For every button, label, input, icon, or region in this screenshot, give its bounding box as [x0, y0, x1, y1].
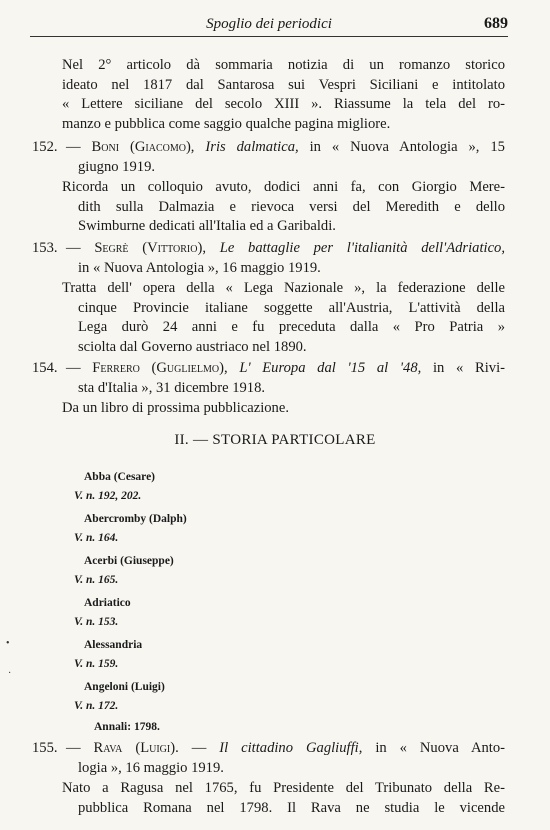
entry-source: in « Nuova Antologia », 15	[309, 139, 505, 155]
entry-heading	[66, 138, 505, 177]
text-line: Nel 2° articolo dà sommaria notizia di un romanzo storico	[62, 57, 505, 73]
entry-heading	[66, 739, 505, 778]
entry-number: 155.	[32, 740, 58, 756]
index-heading: Abba (Cesare)	[84, 471, 156, 483]
entry-heading	[66, 359, 505, 398]
running-header	[30, 14, 508, 37]
running-title: Spoglio dei periodici	[206, 16, 332, 32]
entry-number: 154.	[32, 360, 58, 376]
index-heading: Alessandria	[84, 639, 143, 651]
index-reference: V. n. 165.	[74, 574, 119, 586]
index-reference: V. n. 159.	[74, 658, 119, 670]
text-line: cinque Provincie italiane soggette all'Austria, L'attività della	[78, 299, 505, 316]
index-heading: Acerbi (Giuseppe)	[84, 555, 174, 567]
page-number: 689	[484, 15, 508, 32]
entry-summary	[62, 779, 505, 818]
entry-title: Il cittadino Gagliuffi,	[219, 740, 363, 756]
index-reference: V. n. 172.	[74, 700, 119, 712]
index-heading: Abercromby (Dalph)	[84, 513, 187, 525]
entry-author: — Segrè (Vittorio),	[66, 240, 206, 256]
text-line: dith sulla Dalmazia e rievoca versi del Meredith e dello	[78, 198, 505, 215]
text-line: Tratta dell' opera della « Lega Nazionale », la federazione delle	[62, 280, 505, 296]
entry-title: L' Europa dal '15 al '48,	[239, 360, 422, 376]
text-line: pubblica Romana nel 1798. Il Rava ne studia le vicende	[78, 799, 505, 816]
text-line: Swimburne dedicati all'Italia ed a Garibaldi.	[78, 218, 336, 234]
entry-summary	[62, 279, 505, 357]
index-heading: Annali: 1798.	[94, 721, 160, 733]
text-line: Lega durò 24 anni e fu preceduta dalla « Pro Patria »	[78, 319, 505, 335]
text-line: Da un libro di prossima pubblicazione.	[62, 400, 289, 416]
entry-source: in « Rivi-	[432, 360, 505, 376]
text-line: « Lettere siciliane del secolo XIII ». Riassume la tela del ro-	[62, 96, 505, 112]
entry-author: — Ferrero (Guglielmo),	[66, 360, 228, 376]
index-heading: Adriatico	[84, 597, 131, 609]
entry-date: logia », 16 maggio 1919.	[78, 759, 224, 776]
entry-date: giugno 1919.	[78, 158, 156, 175]
intro-paragraph	[62, 56, 505, 134]
text-line: sciolta dal Governo austriaco nel 1890.	[78, 338, 307, 355]
entry-summary	[62, 178, 505, 237]
entry-number: 152.	[32, 139, 58, 155]
index-heading: Angeloni (Luigi)	[84, 681, 165, 693]
index-reference: V. n. 164.	[74, 532, 119, 544]
entry-heading	[66, 239, 505, 278]
entry-author: — Boni (Giacomo),	[66, 139, 195, 155]
entry-source: in « Nuova Anto-	[375, 740, 505, 756]
entry-date: sta d'Italia », 31 dicembre 1918.	[78, 379, 266, 396]
index-reference: V. n. 153.	[74, 616, 119, 628]
text-line: ideato nel 1817 dal Santarosa sui Vespri Siciliani e intitolato	[62, 76, 505, 93]
margin-mark: ·	[8, 668, 12, 679]
section-title: II. — STORIA PARTICOLARE	[174, 432, 376, 448]
margin-mark: •	[6, 638, 10, 649]
text-line: manzo e pubblica come saggio qualche pagina migliore.	[62, 115, 391, 132]
entry-number: 153.	[32, 240, 58, 256]
entry-author: — Rava (Luigi). —	[66, 740, 207, 756]
index-reference: V. n. 192, 202.	[74, 490, 142, 502]
entry-title: Le battaglie per l'italianità dell'Adriatico,	[219, 240, 505, 256]
entry-summary	[62, 399, 505, 419]
entry-title: Iris dalmatica,	[205, 139, 299, 155]
entry-source: in « Nuova Antologia », 16 maggio 1919.	[78, 259, 321, 276]
text-line: Nato a Ragusa nel 1765, fu Presidente del Tribunato della Re-	[62, 780, 505, 796]
text-line: Ricorda un colloquio avuto, dodici anni fa, con Giorgio Mere-	[62, 179, 505, 195]
